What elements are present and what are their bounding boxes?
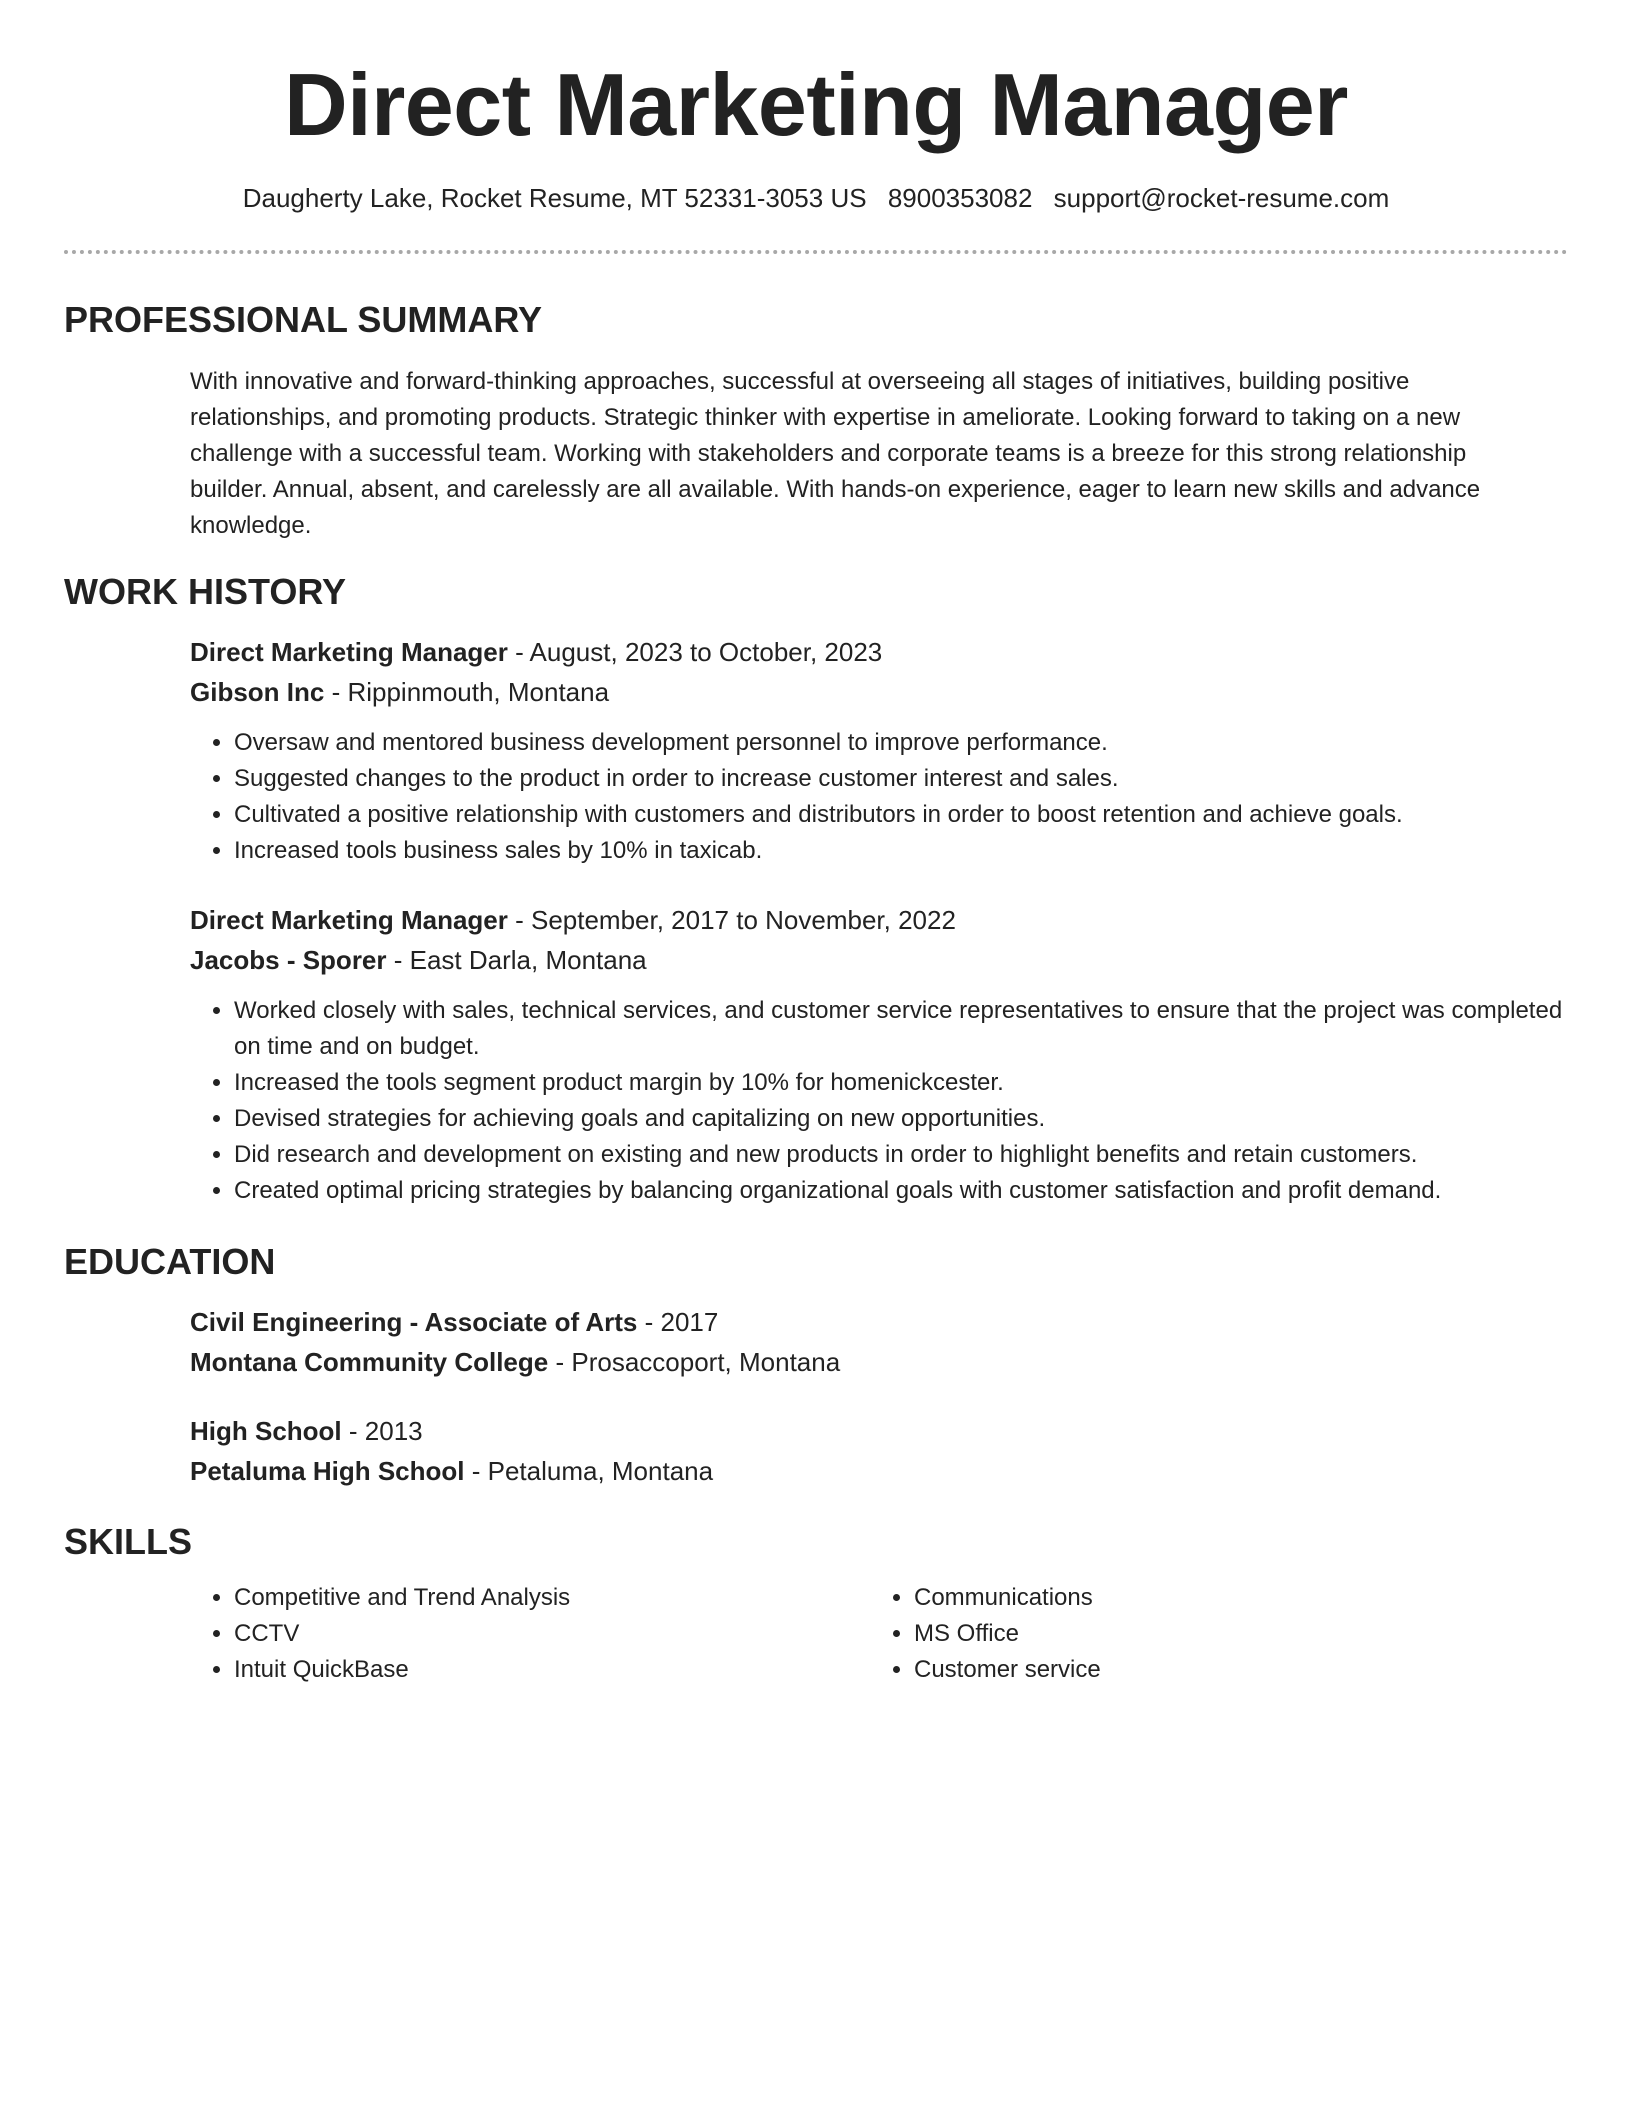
contact-address: Daugherty Lake, Rocket Resume, MT 52331-3053 US bbox=[242, 183, 867, 213]
school-location: - Petaluma, Montana bbox=[464, 1456, 714, 1486]
summary-text: With innovative and forward-thinking approaches, successful at overseeing all stages of initiatives, building positive relationships, and promoting products. Strategic thinker with expertise in ameliorate. Looking forward to taking on a new challenge with a successful team. Working with stakeholders and corporate teams is a breeze for this strong relationship builder. Annual, absent, and carelessly are all available. With hands-on experience, eager to learn new skills and advance knowledge. bbox=[190, 368, 1481, 539]
list-item: • Increased tools business sales by 10% in taxicab. bbox=[234, 833, 1584, 869]
job-company: Jacobs - Sporer bbox=[190, 945, 387, 975]
work-history-heading: WORK HISTORY bbox=[64, 571, 347, 612]
summary-heading: PROFESSIONAL SUMMARY bbox=[64, 299, 543, 340]
skill-item: • Customer service bbox=[914, 1652, 1514, 1688]
job-dates: - August, 2023 to October, 2023 bbox=[507, 637, 883, 667]
skill-item: • CCTV bbox=[234, 1616, 834, 1652]
contact-info bbox=[0, 180, 1632, 216]
degree-year: - 2017 bbox=[637, 1307, 719, 1337]
degree-name: Civil Engineering - Associate of Arts bbox=[190, 1307, 638, 1337]
education-entry bbox=[190, 1302, 1550, 1382]
job-dates: - September, 2017 to November, 2022 bbox=[507, 905, 956, 935]
skills-heading: SKILLS bbox=[64, 1521, 193, 1562]
job-location: - East Darla, Montana bbox=[386, 945, 647, 975]
list-item: • Oversaw and mentored business development personnel to improve performance. bbox=[234, 725, 1584, 761]
job-role: Direct Marketing Manager bbox=[190, 637, 508, 667]
job-bullets bbox=[190, 993, 1584, 1209]
school-name: Montana Community College bbox=[190, 1347, 549, 1377]
contact-email: support@rocket-resume.com bbox=[1053, 183, 1390, 213]
job-bullets bbox=[190, 725, 1584, 869]
degree-line bbox=[190, 1411, 1550, 1451]
list-item: • Created optimal pricing strategies by balancing organizational goals with customer satisfaction and profit demand. bbox=[234, 1173, 1584, 1209]
school-location: - Prosaccoport, Montana bbox=[548, 1347, 841, 1377]
education-heading: EDUCATION bbox=[64, 1241, 276, 1282]
list-item: • Cultivated a positive relationship with customers and distributors in order to boost retention and achieve goals. bbox=[234, 797, 1584, 833]
skills-list-right bbox=[870, 1580, 1514, 1688]
degree-year: - 2013 bbox=[341, 1416, 423, 1446]
resume-name: Direct Marketing Manager bbox=[284, 55, 1348, 154]
job-role: Direct Marketing Manager bbox=[190, 905, 508, 935]
header-divider bbox=[64, 250, 1568, 254]
list-item: • Increased the tools segment product margin by 10% for homenickcester. bbox=[234, 1065, 1584, 1101]
skill-item: • Communications bbox=[914, 1580, 1514, 1616]
skill-item: • Intuit QuickBase bbox=[234, 1652, 834, 1688]
school-line bbox=[190, 1342, 1550, 1382]
job-title-line bbox=[190, 900, 1550, 940]
degree-name: High School bbox=[190, 1416, 342, 1446]
job-entry bbox=[190, 632, 1550, 712]
job-company: Gibson Inc bbox=[190, 677, 325, 707]
list-item: • Devised strategies for achieving goals and capitalizing on new opportunities. bbox=[234, 1101, 1584, 1137]
degree-line bbox=[190, 1302, 1550, 1342]
school-name: Petaluma High School bbox=[190, 1456, 465, 1486]
skill-item: • MS Office bbox=[914, 1616, 1514, 1652]
list-item: • Suggested changes to the product in order to increase customer interest and sales. bbox=[234, 761, 1584, 797]
job-company-line bbox=[190, 672, 1550, 712]
job-company-line bbox=[190, 940, 1550, 980]
job-location: - Rippinmouth, Montana bbox=[324, 677, 610, 707]
education-entry bbox=[190, 1411, 1550, 1491]
list-item: • Worked closely with sales, technical services, and customer service representatives to ensure that the project was completed on time and on budget. bbox=[234, 993, 1584, 1065]
skills-list-left bbox=[190, 1580, 834, 1688]
school-line bbox=[190, 1451, 1550, 1491]
job-title-line bbox=[190, 632, 1550, 672]
list-item: • Did research and development on existing and new products in order to highlight benefits and retain customers. bbox=[234, 1137, 1584, 1173]
job-entry bbox=[190, 900, 1550, 980]
contact-phone: 8900353082 bbox=[887, 183, 1033, 213]
skill-item: • Competitive and Trend Analysis bbox=[234, 1580, 834, 1616]
